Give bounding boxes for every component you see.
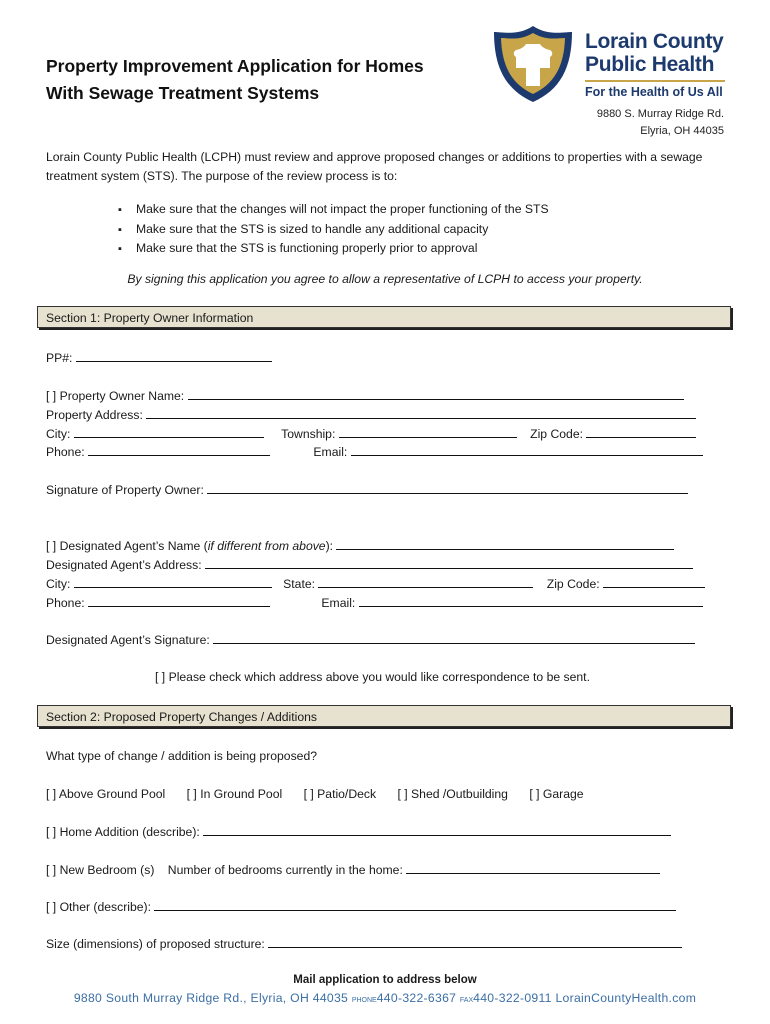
- agent-address-row: [46, 556, 693, 573]
- agent-phone-field[interactable]: [88, 594, 270, 607]
- other-row: [46, 898, 676, 915]
- phone-label: Phone:: [46, 445, 85, 459]
- zip-label: Zip Code:: [530, 427, 583, 441]
- zip-label: Zip Code:: [546, 577, 600, 591]
- property-address-field[interactable]: [146, 406, 696, 419]
- purpose-item: ▪ Make sure that the STS is functioning properly prior to approval: [118, 239, 549, 259]
- phone-label: Phone:: [46, 596, 85, 610]
- email-label: Email:: [321, 596, 356, 610]
- footer-address: 9880 South Murray Ridge Rd., Elyria, OH 44035: [73, 991, 349, 1005]
- change-options-row: [46, 786, 602, 802]
- section-1-header: Section 1: Property Owner Information: [37, 306, 731, 328]
- other-checkbox[interactable]: [ ]: [46, 900, 57, 914]
- email-label: Email:: [313, 445, 348, 459]
- agent-city-field[interactable]: [74, 575, 272, 588]
- agent-state-field[interactable]: [318, 575, 533, 588]
- org-name-line-2: Public Health: [585, 53, 715, 76]
- owner-zip-field[interactable]: [586, 425, 696, 438]
- agent-zip-field[interactable]: [603, 575, 705, 588]
- pp-field[interactable]: [76, 349, 272, 362]
- home-addition-label: Home Addition (describe):: [59, 825, 200, 839]
- agent-name-row: [46, 537, 674, 554]
- owner-phone-row: [46, 443, 703, 460]
- bedrooms-current-field[interactable]: [406, 861, 660, 874]
- new-bedroom-label: New Bedroom (s): [59, 863, 155, 877]
- pp-label: PP#:: [46, 351, 73, 365]
- option-checkbox[interactable]: [ ]: [186, 787, 197, 801]
- option-checkbox[interactable]: [ ]: [303, 787, 314, 801]
- agent-address-field[interactable]: [205, 556, 693, 569]
- size-row: [46, 935, 682, 952]
- phone-label: PHONE: [351, 997, 377, 1004]
- option-checkbox[interactable]: [ ]: [397, 787, 408, 801]
- option-patio-deck[interactable]: [304, 787, 377, 801]
- fax-label: FAX: [459, 997, 474, 1004]
- agent-phone-row: [46, 594, 703, 611]
- owner-city-row: [46, 425, 696, 442]
- org-name-line-1: Lorain County: [585, 30, 724, 53]
- option-label: Shed /Outbuilding: [411, 787, 508, 801]
- page-title: [46, 53, 424, 107]
- option-above-ground-pool[interactable]: [46, 787, 165, 801]
- access-notice: By signing this application you agree to allow a representative of LCPH to access your property.: [127, 272, 643, 286]
- org-name: [585, 30, 723, 76]
- agent-name-label-start: Designated Agent’s Name (: [59, 539, 208, 553]
- owner-name-row: [46, 387, 684, 404]
- agent-checkbox[interactable]: [ ]: [46, 539, 57, 553]
- property-address-row: [46, 406, 696, 423]
- correspondence-label: Please check which address above you would like correspondence to be sent.: [168, 670, 590, 684]
- owner-signature-label: Signature of Property Owner:: [46, 483, 204, 497]
- footer-website-link[interactable]: LorainCountyHealth.com: [555, 991, 697, 1005]
- option-checkbox[interactable]: [ ]: [529, 787, 540, 801]
- purpose-item: ▪ Make sure that the changes will not impact the proper functioning of the STS: [118, 200, 549, 220]
- bedrooms-current-label: Number of bedrooms currently in the home:: [167, 863, 403, 877]
- option-label: In Ground Pool: [200, 787, 283, 801]
- agent-name-label-end: ):: [325, 539, 334, 553]
- option-label: Patio/Deck: [317, 787, 377, 801]
- home-addition-field[interactable]: [203, 823, 671, 836]
- option-label: Garage: [542, 787, 584, 801]
- other-label: Other (describe):: [59, 900, 151, 914]
- agent-address-label: Designated Agent’s Address:: [46, 558, 202, 572]
- township-field[interactable]: [339, 425, 517, 438]
- owner-checkbox[interactable]: [ ]: [46, 389, 57, 403]
- change-question: What type of change / addition is being proposed?: [46, 749, 318, 763]
- owner-name-field[interactable]: [188, 387, 684, 400]
- home-addition-checkbox[interactable]: [ ]: [46, 825, 57, 839]
- intro-paragraph: Lorain County Public Health (LCPH) must review and approve proposed changes or additions to properties with a sewage treatment system (STS). The purpose of the review process is to:: [46, 150, 703, 183]
- footer-fax: 440-322-0911: [473, 991, 552, 1005]
- option-shed-outbuilding[interactable]: [397, 787, 507, 801]
- agent-signature-row: [46, 631, 695, 648]
- option-in-ground-pool[interactable]: [187, 787, 283, 801]
- city-label: City:: [46, 427, 71, 441]
- state-label: State:: [283, 577, 315, 591]
- option-checkbox[interactable]: [ ]: [46, 787, 57, 801]
- city-label: City:: [46, 577, 71, 591]
- purpose-item: ▪ Make sure that the STS is sized to handle any additional capacity: [118, 220, 549, 240]
- agent-name-field[interactable]: [336, 537, 674, 550]
- header-address-line-1: 9880 S. Murray Ridge Rd.: [596, 108, 724, 120]
- option-garage[interactable]: [529, 787, 583, 801]
- owner-name-label: Property Owner Name:: [59, 389, 185, 403]
- owner-city-field[interactable]: [74, 425, 264, 438]
- mail-note: Mail application to address below: [293, 974, 477, 986]
- correspondence-row: [155, 669, 590, 685]
- new-bedroom-row: [46, 861, 660, 878]
- pp-row: [46, 349, 272, 366]
- correspondence-checkbox[interactable]: [ ]: [155, 670, 166, 684]
- agent-signature-field[interactable]: [213, 631, 695, 644]
- title-line-1: Property Improvement Application for Homes: [46, 56, 424, 76]
- owner-phone-field[interactable]: [88, 443, 270, 456]
- home-addition-row: [46, 823, 671, 840]
- footer-contact: [0, 991, 770, 1005]
- new-bedroom-checkbox[interactable]: [ ]: [46, 863, 57, 877]
- agent-email-field[interactable]: [359, 594, 703, 607]
- township-label: Township:: [281, 427, 336, 441]
- owner-signature-row: [46, 481, 688, 498]
- title-line-2: With Sewage Treatment Systems: [46, 83, 320, 103]
- org-tagline: For the Health of Us All: [585, 85, 723, 99]
- shield-cross-icon: [488, 22, 578, 106]
- header-address-line-2: Elyria, OH 44035: [640, 125, 724, 137]
- option-label: Above Ground Pool: [58, 787, 166, 801]
- owner-signature-field[interactable]: [207, 481, 688, 494]
- purpose-list: [118, 200, 549, 259]
- footer-phone: 440-322-6367: [376, 991, 457, 1005]
- other-field[interactable]: [154, 898, 676, 911]
- owner-email-field[interactable]: [351, 443, 703, 456]
- size-label: Size (dimensions) of proposed structure:: [46, 937, 265, 951]
- tagline-divider: [585, 80, 725, 82]
- size-field[interactable]: [268, 935, 682, 948]
- agent-name-label-italic: if different from above: [207, 539, 326, 553]
- agent-signature-label: Designated Agent’s Signature:: [46, 633, 210, 647]
- agent-city-row: [46, 575, 705, 592]
- section-2-header: Section 2: Proposed Property Changes / Additions: [37, 705, 731, 727]
- property-address-label: Property Address:: [46, 408, 143, 422]
